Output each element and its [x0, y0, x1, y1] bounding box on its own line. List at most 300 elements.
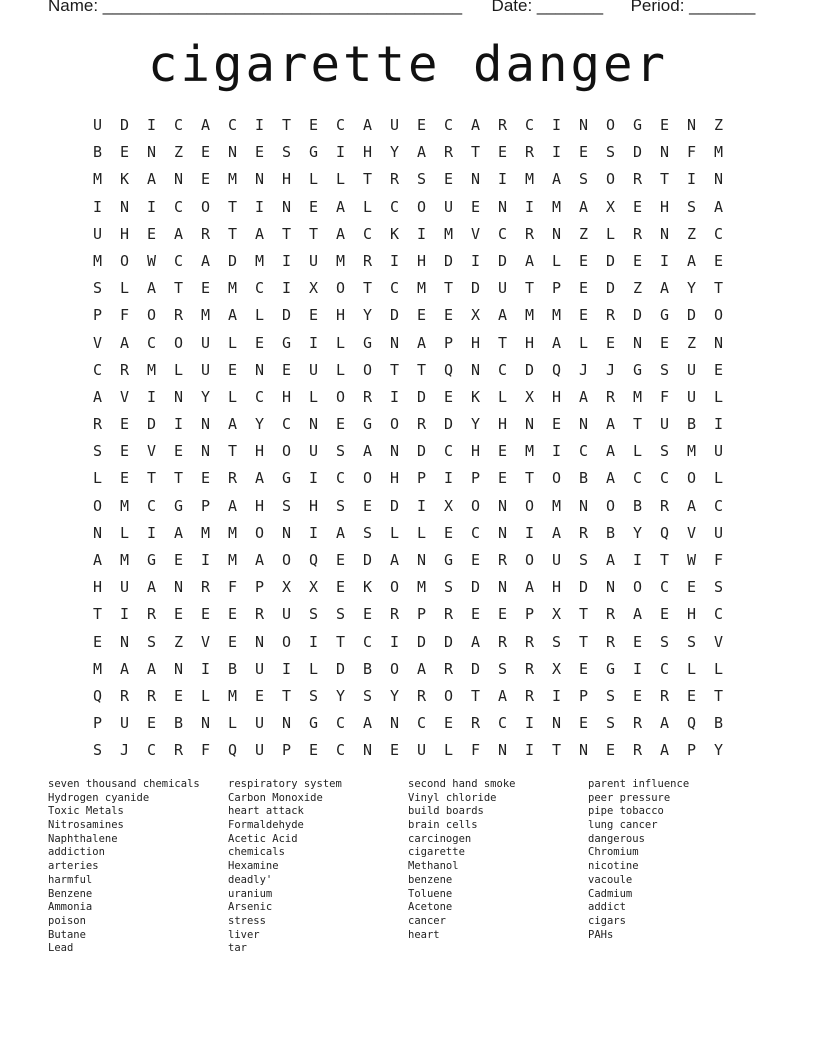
grid-letter: O [335, 279, 346, 298]
grid-letter: H [308, 496, 319, 515]
grid-letter: Y [335, 686, 346, 705]
grid-letter: S [146, 632, 157, 651]
word-bank-item: uranium [228, 887, 273, 900]
word-bank-item: seven thousand chemicals [48, 778, 200, 790]
grid-letter: C [146, 741, 157, 760]
grid-letter: A [362, 714, 373, 733]
grid-letter: B [632, 496, 643, 515]
grid-letter: E [227, 605, 238, 624]
grid-letter: O [281, 551, 292, 569]
grid-letter: D [335, 659, 346, 678]
grid-letter: H [119, 224, 130, 243]
grid-letter: M [551, 306, 562, 325]
grid-letter: O [632, 578, 643, 597]
grid-letter: U [281, 605, 292, 624]
grid-letter: E [713, 251, 724, 270]
grid-letter: D [443, 251, 454, 270]
grid-letter: G [308, 714, 319, 733]
grid-letter: O [443, 686, 454, 705]
grid-letter: B [686, 415, 697, 434]
grid-letter: Z [632, 279, 643, 298]
grid-letter: N [578, 116, 589, 134]
grid-letter: M [92, 659, 103, 678]
grid-letter: S [659, 442, 670, 461]
grid-letter: C [335, 469, 346, 488]
grid-letter: E [578, 251, 589, 270]
grid-letter: I [335, 143, 346, 162]
grid-letter: A [416, 143, 427, 162]
grid-letter: M [416, 578, 427, 597]
grid-letter: O [119, 251, 130, 270]
grid-letter: U [254, 741, 265, 760]
name-field-label: Name: ______________________________________ [48, 0, 463, 15]
grid-letter: R [632, 741, 643, 760]
grid-letter: I [308, 523, 319, 542]
grid-letter: A [173, 224, 184, 243]
grid-letter: S [416, 170, 427, 189]
word-bank-item: vacoule [588, 873, 633, 886]
grid-letter: P [281, 741, 292, 760]
grid-letter: U [443, 197, 454, 216]
grid-letter: C [713, 496, 724, 515]
grid-letter: C [362, 632, 373, 651]
word-bank-item: pipe tobacco [588, 805, 664, 818]
grid-letter: E [605, 741, 616, 760]
grid-letter: E [443, 170, 454, 189]
grid-letter: C [389, 197, 400, 216]
grid-letter: E [632, 197, 643, 216]
grid-letter: N [659, 224, 670, 243]
grid-letter: F [200, 741, 211, 760]
grid-letter: E [713, 360, 724, 379]
grid-letter: M [227, 523, 238, 542]
word-bank-item: dangerous [588, 832, 645, 845]
grid-letter: E [92, 632, 103, 651]
grid-letter: M [227, 170, 238, 189]
grid-letter: I [173, 415, 184, 434]
grid-letter: E [335, 415, 346, 434]
grid-letter: E [146, 224, 157, 243]
grid-letter: L [497, 387, 508, 406]
grid-letter: A [578, 197, 589, 216]
grid-letter: N [173, 659, 184, 678]
grid-letter: S [443, 578, 454, 597]
grid-letter: S [659, 632, 670, 651]
grid-letter: Q [227, 741, 238, 760]
grid-letter: I [551, 442, 562, 461]
grid-letter: A [200, 116, 211, 134]
grid-letter: R [524, 632, 535, 651]
grid-letter: X [551, 605, 562, 624]
grid-letter: G [362, 415, 373, 434]
word-bank-item: nicotine [588, 860, 639, 873]
grid-letter: C [335, 741, 346, 760]
word-bank-item: second hand smoke [408, 778, 516, 790]
word-bank-item: harmful [48, 873, 93, 886]
grid-letter: X [281, 578, 292, 597]
grid-letter: Z [578, 224, 589, 243]
grid-letter: G [605, 659, 616, 678]
word-bank-item: Hexamine [228, 860, 279, 873]
grid-letter: L [254, 306, 265, 325]
grid-letter: C [470, 523, 481, 542]
grid-letter: M [335, 251, 346, 270]
grid-letter: U [416, 741, 427, 760]
grid-letter: A [335, 523, 346, 542]
grid-letter: T [713, 279, 724, 298]
grid-letter: A [605, 415, 616, 434]
grid-letter: C [443, 116, 454, 134]
grid-letter: B [578, 469, 589, 488]
grid-letter: D [119, 116, 130, 134]
grid-letter: O [605, 170, 616, 189]
grid-letter: R [362, 387, 373, 406]
grid-letter: O [281, 632, 292, 651]
grid-letter: T [92, 605, 103, 624]
grid-letter: N [497, 578, 508, 597]
grid-letter: V [686, 523, 697, 542]
grid-letter: I [389, 387, 400, 406]
grid-letter: A [659, 714, 670, 733]
grid-letter: D [416, 387, 427, 406]
grid-letter: M [119, 496, 130, 515]
grid-letter: G [632, 116, 643, 134]
grid-letter: E [659, 333, 670, 352]
grid-letter: T [470, 686, 481, 705]
grid-letter: P [524, 605, 535, 624]
word-bank-item: deadly' [228, 873, 273, 886]
grid-letter: A [254, 551, 265, 569]
grid-letter: V [470, 224, 481, 243]
grid-letter: S [578, 170, 589, 189]
grid-letter: T [173, 279, 184, 298]
grid-letter: A [659, 279, 670, 298]
grid-letter: C [416, 714, 427, 733]
grid-letter: R [605, 605, 616, 624]
grid-letter: O [281, 442, 292, 461]
grid-letter: N [200, 415, 211, 434]
word-bank-item: cigarette [408, 846, 465, 859]
grid-letter: Q [308, 551, 319, 569]
grid-letter: A [605, 442, 616, 461]
grid-letter: C [713, 605, 724, 624]
grid-letter: X [605, 197, 616, 216]
grid-letter: H [416, 251, 427, 270]
grid-letter: M [551, 197, 562, 216]
grid-letter: E [578, 279, 589, 298]
word-bank-item: addict [588, 901, 626, 914]
grid-letter: R [389, 170, 400, 189]
grid-letter: T [281, 116, 292, 134]
grid-letter: T [524, 469, 535, 488]
grid-letter: I [524, 714, 535, 733]
grid-letter: R [605, 306, 616, 325]
grid-letter: A [605, 551, 616, 569]
grid-letter: Y [686, 279, 697, 298]
grid-letter: L [200, 686, 211, 705]
grid-letter: Q [686, 714, 697, 733]
grid-letter: C [632, 469, 643, 488]
grid-letter: E [200, 143, 211, 162]
grid-letter: N [173, 578, 184, 597]
grid-letter: U [659, 415, 670, 434]
grid-letter: N [281, 523, 292, 542]
grid-letter: U [92, 116, 103, 134]
grid-letter: U [551, 551, 562, 569]
grid-letter: D [524, 360, 535, 379]
word-bank-item: respiratory system [228, 778, 342, 790]
grid-letter: P [686, 741, 697, 760]
word-bank-item: benzene [408, 873, 453, 886]
grid-letter: J [578, 360, 589, 379]
grid-letter: A [173, 523, 184, 542]
word-bank-item: Arsenic [228, 901, 273, 914]
grid-letter: L [227, 714, 238, 733]
word-bank-column [588, 778, 763, 942]
grid-letter: E [173, 551, 184, 569]
grid-letter: M [524, 170, 535, 189]
grid-letter: A [119, 659, 130, 678]
word-bank-item: carcinogen [408, 832, 472, 845]
grid-letter: N [470, 170, 481, 189]
grid-letter: E [362, 496, 373, 515]
grid-letter: E [416, 116, 427, 134]
grid-letter: S [605, 143, 616, 162]
grid-letter: M [227, 279, 238, 298]
grid-letter: Y [362, 306, 373, 325]
grid-letter: G [173, 496, 184, 515]
grid-letter: B [362, 659, 373, 678]
grid-letter: C [335, 116, 346, 134]
grid-letter: H [497, 415, 508, 434]
grid-letter: E [119, 442, 130, 461]
grid-letter: Y [200, 387, 211, 406]
grid-letter: O [389, 659, 400, 678]
grid-letter: Q [92, 686, 103, 705]
grid-letter: T [443, 279, 454, 298]
grid-letter: E [173, 442, 184, 461]
grid-letter: L [713, 659, 724, 678]
grid-letter: L [389, 523, 400, 542]
grid-letter: I [713, 415, 724, 434]
grid-letter: T [173, 469, 184, 488]
grid-letter: L [173, 360, 184, 379]
grid-letter: N [497, 197, 508, 216]
grid-letter: E [443, 306, 454, 325]
grid-letter: F [659, 387, 670, 406]
grid-letter: R [362, 251, 373, 270]
period-field-label: Period: _______ [630, 0, 756, 15]
grid-letter: I [551, 116, 562, 134]
grid-letter: A [389, 551, 400, 569]
grid-letter: T [659, 551, 670, 569]
grid-letter: S [92, 741, 103, 760]
grid-letter: Y [470, 415, 481, 434]
grid-letter: U [389, 116, 400, 134]
word-bank-item: stress [228, 914, 266, 927]
grid-letter: E [443, 387, 454, 406]
word-bank-item: Naphthalene [48, 832, 118, 845]
grid-letter: N [254, 360, 265, 379]
grid-letter: S [686, 197, 697, 216]
grid-letter: I [308, 333, 319, 352]
grid-letter: L [92, 469, 103, 488]
grid-letter: S [362, 523, 373, 542]
grid-letter: F [119, 306, 130, 325]
grid-letter: T [308, 224, 319, 243]
grid-letter: L [578, 333, 589, 352]
grid-letter: N [524, 415, 535, 434]
grid-letter: O [362, 469, 373, 488]
grid-letter: U [308, 360, 319, 379]
grid-letter: N [605, 578, 616, 597]
grid-letter: P [443, 333, 454, 352]
grid-letter: E [470, 197, 481, 216]
grid-letter: C [659, 469, 670, 488]
grid-letter: N [254, 170, 265, 189]
grid-letter: L [551, 251, 562, 270]
grid-letter: N [497, 496, 508, 515]
grid-letter: E [254, 333, 265, 352]
grid-letter: P [470, 469, 481, 488]
grid-letter: E [578, 143, 589, 162]
grid-letter: P [416, 605, 427, 624]
grid-letter: L [308, 387, 319, 406]
grid-letter: L [119, 523, 130, 542]
grid-letter: S [551, 632, 562, 651]
word-bank-item: Acetone [408, 901, 453, 914]
grid-letter: A [254, 224, 265, 243]
grid-letter: T [227, 442, 238, 461]
grid-letter: R [524, 659, 535, 678]
word-bank-item: PAHs [588, 928, 614, 941]
grid-letter: A [686, 496, 697, 515]
grid-letter: I [686, 170, 697, 189]
grid-letter: T [146, 469, 157, 488]
grid-letter: R [146, 605, 157, 624]
grid-letter: U [308, 442, 319, 461]
grid-letter: S [92, 279, 103, 298]
grid-letter: N [389, 442, 400, 461]
grid-letter: R [200, 224, 211, 243]
grid-letter: E [200, 605, 211, 624]
grid-letter: E [470, 605, 481, 624]
grid-letter: G [308, 143, 319, 162]
grid-letter: T [335, 632, 346, 651]
grid-letter: C [578, 442, 589, 461]
grid-letter: E [200, 279, 211, 298]
grid-letter: H [335, 306, 346, 325]
grid-letter: R [443, 659, 454, 678]
grid-letter: C [335, 714, 346, 733]
grid-letter: I [470, 251, 481, 270]
grid-letter: I [308, 632, 319, 651]
grid-letter: I [632, 659, 643, 678]
grid-letter: X [308, 578, 319, 597]
grid-letter: H [92, 578, 103, 597]
grid-letter: A [497, 306, 508, 325]
grid-letter: O [551, 469, 562, 488]
grid-letter: A [713, 197, 724, 216]
grid-letter: I [659, 251, 670, 270]
grid-letter: I [497, 170, 508, 189]
grid-letter: K [389, 224, 400, 243]
grid-letter: N [659, 143, 670, 162]
grid-letter: A [92, 551, 103, 569]
grid-letter: O [524, 551, 535, 569]
grid-letter: Q [443, 360, 454, 379]
grid-letter: C [497, 224, 508, 243]
grid-letter: A [497, 686, 508, 705]
grid-letter: A [578, 387, 589, 406]
grid-letter: O [335, 387, 346, 406]
grid-letter: D [146, 415, 157, 434]
grid-letter: I [389, 251, 400, 270]
grid-letter: E [389, 741, 400, 760]
grid-letter: R [524, 143, 535, 162]
grid-letter: J [605, 360, 616, 379]
grid-letter: E [227, 360, 238, 379]
grid-letter: W [686, 551, 697, 569]
word-bank-item: peer pressure [588, 791, 671, 804]
grid-letter: N [416, 551, 427, 569]
grid-letter: T [578, 632, 589, 651]
grid-letter: C [173, 197, 184, 216]
grid-letter: Y [389, 143, 400, 162]
grid-letter: E [686, 686, 697, 705]
grid-letter: A [632, 605, 643, 624]
grid-letter: E [308, 306, 319, 325]
grid-letter: D [281, 306, 292, 325]
grid-letter: N [632, 333, 643, 352]
grid-letter: G [362, 333, 373, 352]
grid-letter: L [227, 387, 238, 406]
grid-letter: Z [713, 116, 724, 134]
grid-letter: T [578, 605, 589, 624]
grid-letter: E [335, 551, 346, 569]
word-bank-item: cigars [588, 914, 626, 927]
grid-letter: K [119, 170, 130, 189]
grid-letter: H [362, 143, 373, 162]
grid-letter: A [227, 306, 238, 325]
grid-letter: T [551, 741, 562, 760]
grid-letter: C [713, 224, 724, 243]
grid-letter: U [200, 333, 211, 352]
grid-letter: U [254, 659, 265, 678]
grid-letter: E [119, 143, 130, 162]
grid-letter: X [470, 306, 481, 325]
grid-letter: Q [551, 360, 562, 379]
grid-letter: L [308, 170, 319, 189]
grid-letter: C [497, 714, 508, 733]
grid-letter: H [686, 605, 697, 624]
grid-letter: O [605, 116, 616, 134]
grid-letter: N [713, 333, 724, 352]
grid-letter: T [362, 170, 373, 189]
grid-letter: T [227, 197, 238, 216]
grid-letter: T [281, 686, 292, 705]
grid-letter: M [686, 442, 697, 461]
grid-letter: L [335, 170, 346, 189]
grid-letter: U [713, 523, 724, 542]
grid-letter: D [416, 632, 427, 651]
grid-letter: R [497, 551, 508, 569]
grid-letter: N [227, 143, 238, 162]
grid-letter: E [308, 197, 319, 216]
grid-letter: R [173, 741, 184, 760]
grid-letter: C [173, 116, 184, 134]
grid-letter: U [686, 387, 697, 406]
